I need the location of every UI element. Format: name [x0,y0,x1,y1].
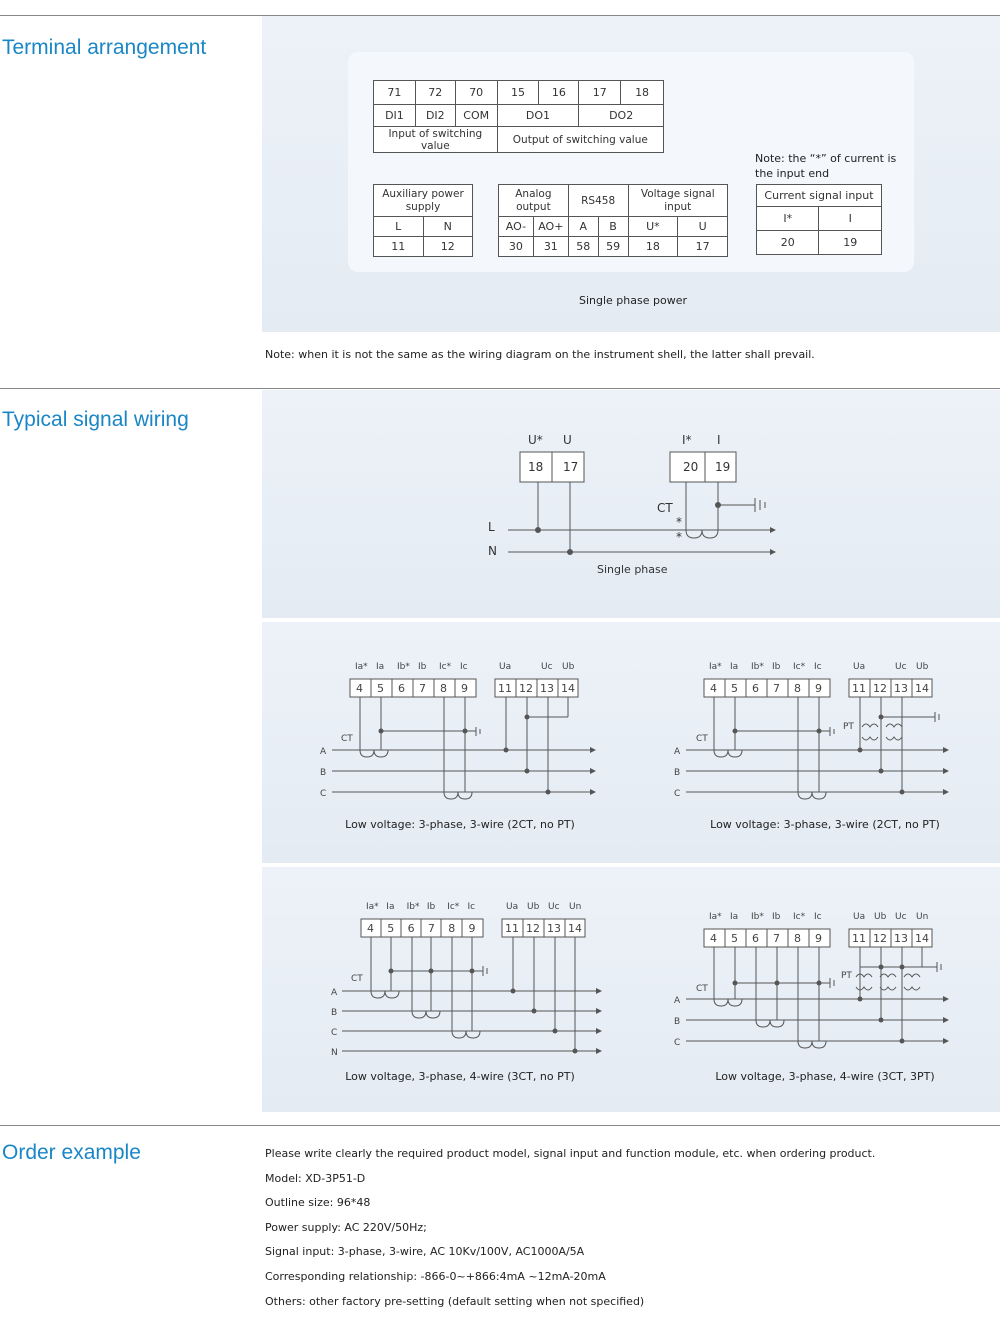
caption-3p4w-a: Low voltage, 3-phase, 4-wire (3CT, no PT) [345,1070,575,1083]
voltage-terminal-number: 13 [547,922,561,935]
current-col: I* [757,207,819,231]
voltage-terminal-label: Ua [499,662,512,672]
ct-label: CT [657,501,673,515]
current-terminal-label: Ia* [709,662,722,672]
current-terminal-number: 5 [731,682,738,695]
phase-label: C [320,789,327,799]
u-label: U [563,433,572,447]
current-terminal-label: Ib [426,902,436,912]
current-terminal-label: Ib* [406,902,420,912]
voltage-terminal-label: Uc [541,662,553,672]
order-line: Outline size: 96*48 [265,1196,371,1209]
phase-label: C [674,1038,681,1048]
phase-label: A [674,996,681,1006]
star-mark: * [676,515,682,529]
io-col: AO+ [533,217,568,237]
voltage-terminal-label: Ua [853,662,866,672]
io-col: U [678,217,728,237]
diagram-3p4w-b [686,929,949,1048]
current-terminal-number: 7 [773,682,780,695]
voltage-terminal-label: Un [569,902,582,912]
terminal-label: DO1 [497,105,579,127]
single-phase-caption: Single phase [597,563,668,576]
terminal-desc: Input of switching value [374,127,498,153]
voltage-terminal-number: 12 [519,682,533,695]
voltage-terminal-label: Ua [853,912,866,922]
voltage-terminal-number: 12 [526,922,540,935]
current-terminal-number: 6 [407,922,415,935]
terminal-note: Note: when it is not the same as the wiring diagram on the instrument shell, the latter shall prevail. [265,348,815,361]
current-terminal-label: Ia* [709,912,722,922]
rs-header: RS458 [568,185,628,217]
current-terminal-number: 8 [794,682,801,695]
current-terminal-label: Ic* [439,662,452,672]
terminal-number: 16 [539,81,579,105]
current-terminal-number: 6 [752,932,759,945]
ct-label: CT [696,984,708,994]
voltage-terminal-label: Uc [548,902,560,912]
terminal-number: 17 [579,81,621,105]
current-terminal-label: Ic [460,662,468,672]
io-num: 18 [628,237,678,257]
current-terminal-number: 9 [815,932,822,945]
voltage-terminal-number: 14 [915,682,929,695]
io-num: 30 [499,237,534,257]
current-terminal-label: Ic* [447,902,460,912]
terminal-label: DO2 [579,105,664,127]
order-line: Others: other factory pre-setting (default setting when not specified) [265,1295,645,1308]
voltage-terminal-label: Uc [895,662,907,672]
io-col: A [568,217,598,237]
phase-label: C [674,789,681,799]
current-terminal-label: Ia* [366,902,379,912]
current-terminal-label: Ib [772,912,781,922]
u-star-label: U* [528,433,543,447]
terminal-label: COM [455,105,497,127]
current-terminal-number: 8 [440,682,447,695]
current-terminal-label: Ib* [397,662,410,672]
io-col: B [598,217,628,237]
terminal-number: 71 [374,81,416,105]
io-col: U* [628,217,678,237]
current-terminal-number: 7 [427,922,435,935]
aux-num: 12 [423,237,473,257]
phase-label: B [320,768,327,778]
terminal-number: 18 [621,81,664,105]
voltage-terminal-number: 14 [915,932,929,945]
aux-col: L [374,217,424,237]
aux-header: Auxiliary power supply [374,185,473,217]
terminal-number: 72 [415,81,455,105]
voltage-terminal-label: Ub [562,662,575,672]
order-line: Power supply: AC 220V/50Hz; [265,1221,427,1234]
line-l-label: L [488,520,495,534]
order-line: Signal input: 3-phase, 3-wire, AC 10Kv/100V, AC1000A/5A [265,1245,585,1258]
ct-label: CT [341,734,353,744]
current-terminal-number: 9 [468,922,476,935]
terminal-number: 70 [455,81,497,105]
terminal-17: 17 [563,460,579,474]
terminal-label: DI2 [415,105,455,127]
current-terminal-number: 7 [773,932,780,945]
phase-label: C [331,1028,338,1038]
current-terminal-label: Ia [730,662,739,672]
pt-label: PT [841,971,852,981]
section-title-wiring: Typical signal wiring [2,408,189,431]
diagram-3p3w-b [686,679,949,799]
current-terminal-number: 6 [752,682,759,695]
order-line: Please write clearly the required product model, signal input and function module, etc. when ordering product. [265,1147,876,1160]
voltage-terminal-number: 11 [852,682,866,695]
diagram-3p4w-a [342,919,602,1054]
divider [0,1125,1000,1126]
current-terminal-number: 8 [448,922,456,935]
current-terminal-label: Ic* [793,912,806,922]
order-line: Model: XD-3P51-D [265,1172,366,1185]
current-terminal-number: 8 [794,932,801,945]
terminal-desc: Output of switching value [497,127,663,153]
voltage-terminal-label: Ub [527,902,540,912]
phase-label: B [331,1008,338,1018]
current-terminal-label: Ia [376,662,385,672]
current-terminal-number: 9 [461,682,468,695]
voltage-terminal-label: Uc [895,912,907,922]
current-num: 20 [757,231,819,255]
phase-label: A [674,747,681,757]
current-header: Current signal input [757,185,882,207]
current-terminal-label: Ic [814,662,822,672]
order-line: Corresponding relationship: -866-0~+866:4mA ~12mA-20mA [265,1270,606,1283]
current-note: Note: the “*” of current is the input end [755,152,897,180]
phase-label: N [331,1048,338,1058]
voltage-terminal-number: 11 [498,682,512,695]
voltage-terminal-number: 13 [540,682,554,695]
io-col: AO- [499,217,534,237]
current-terminal-label: Ic [467,902,476,912]
analog-header: Analog output [499,185,569,217]
current-terminal-label: Ic* [793,662,806,672]
phase-label: B [674,768,681,778]
i-star-label: I* [682,433,692,447]
i-label: I [717,433,721,447]
current-terminal-number: 5 [377,682,384,695]
current-terminal-number: 4 [710,932,717,945]
current-terminal-number: 7 [419,682,426,695]
current-terminal-label: Ib* [751,662,764,672]
pt-label: PT [843,722,854,732]
current-terminal-label: Ia* [355,662,368,672]
current-terminal-number: 4 [710,682,717,695]
current-terminal-number: 9 [815,682,822,695]
current-terminal-label: Ia [730,912,739,922]
voltage-terminal-number: 11 [505,922,519,935]
voltage-terminal-label: Un [916,912,929,922]
current-terminal-number: 6 [398,682,405,695]
voltage-terminal-label: Ua [506,902,519,912]
voltage-terminal-number: 13 [894,932,908,945]
ct-label: CT [351,974,363,984]
caption-3p3w-a: Low voltage: 3-phase, 3-wire (2CT, no PT) [345,818,575,831]
terminal-20: 20 [683,460,699,474]
io-num: 17 [678,237,728,257]
voltage-terminal-number: 12 [873,682,887,695]
current-terminal-label: Ib [418,662,427,672]
section-title-terminal: Terminal arrangement [2,36,207,59]
caption-3p3w-b: Low voltage: 3-phase, 3-wire (2CT, no PT) [710,818,940,831]
voltage-terminal-label: Ub [874,912,887,922]
current-terminal-label: Ib [772,662,781,672]
current-terminal-number: 4 [356,682,363,695]
caption-3p4w-b: Low voltage, 3-phase, 4-wire (3CT, 3PT) [715,1070,935,1083]
section-title-order: Order example [2,1141,141,1164]
io-num: 58 [568,237,598,257]
io-num: 31 [533,237,568,257]
terminal-caption: Single phase power [578,294,687,307]
current-num: 19 [819,231,882,255]
voltage-header: Voltage signal input [628,185,727,217]
io-num: 59 [598,237,628,257]
voltage-terminal-number: 14 [568,922,582,935]
voltage-terminal-number: 11 [852,932,866,945]
voltage-terminal-number: 13 [894,682,908,695]
phase-label: A [331,988,338,998]
diagram-3p3w-a [332,679,596,799]
terminal-number: 15 [497,81,539,105]
current-terminal-label: Ic [814,912,822,922]
line-n-label: N [488,544,497,558]
terminal-label: DI1 [374,105,416,127]
aux-col: N [423,217,473,237]
current-terminal-label: Ib* [751,912,764,922]
star-mark: * [676,530,682,544]
ct-label: CT [696,734,708,744]
current-col: I [819,207,882,231]
terminal-19: 19 [715,460,731,474]
voltage-terminal-number: 14 [561,682,575,695]
current-terminal-number: 4 [367,922,374,935]
voltage-terminal-label: Ub [916,662,929,672]
terminal-18: 18 [528,460,544,474]
current-terminal-number: 5 [387,922,395,935]
current-terminal-number: 5 [731,932,738,945]
voltage-terminal-number: 12 [873,932,887,945]
phase-label: B [674,1017,681,1027]
aux-num: 11 [374,237,424,257]
current-terminal-label: Ia [386,902,395,912]
phase-label: A [320,747,327,757]
